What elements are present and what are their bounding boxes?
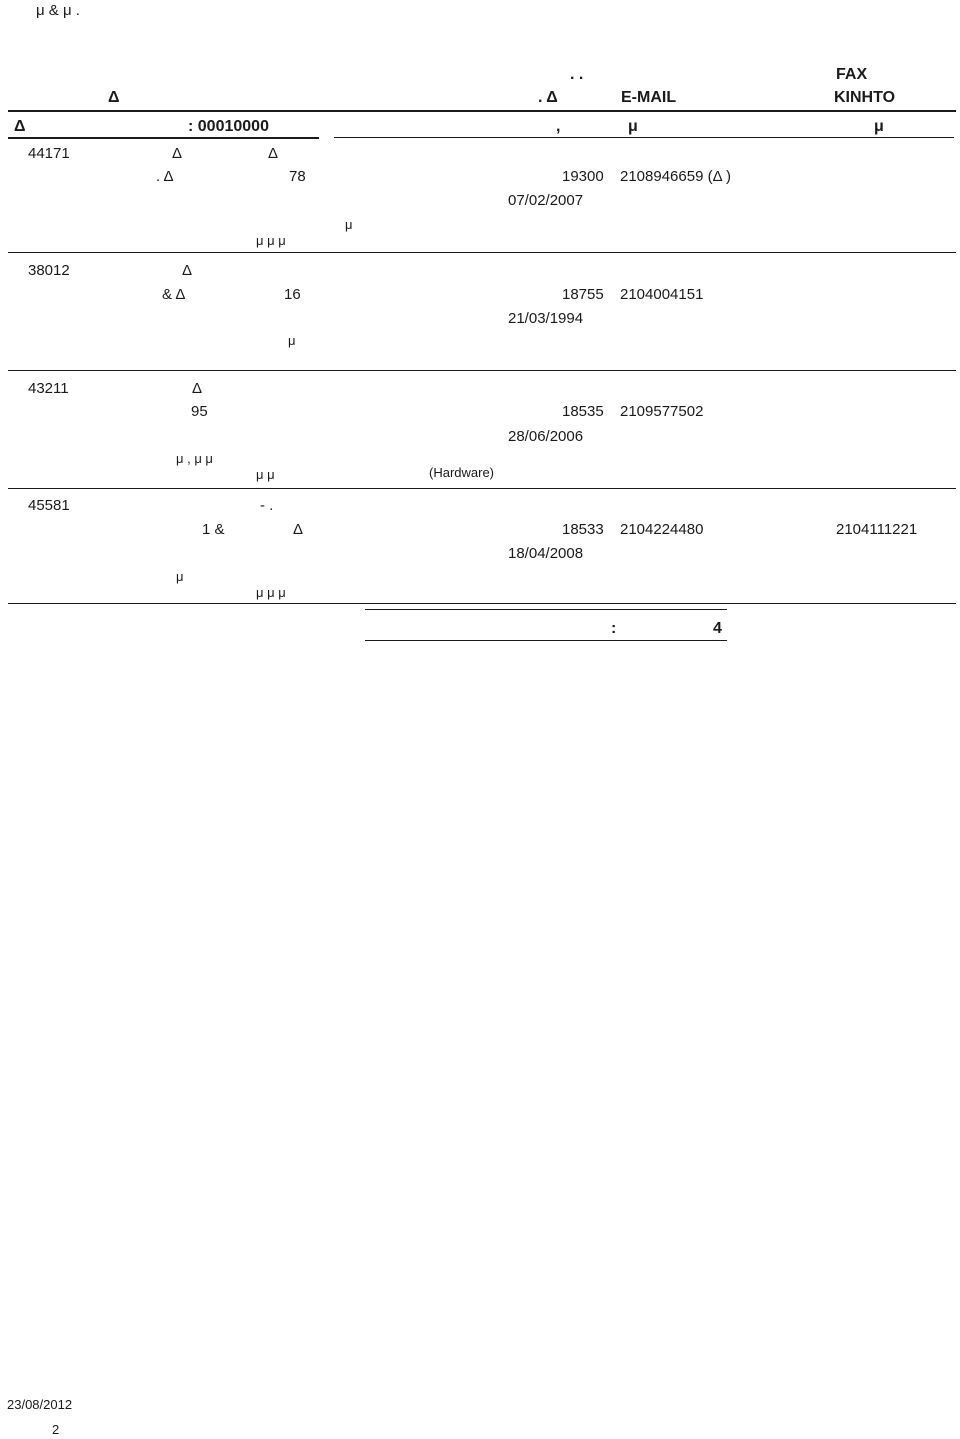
total-rule-bottom	[365, 640, 727, 641]
entry-postal: 18533	[562, 521, 604, 538]
total-colon: :	[611, 620, 617, 637]
entry-address: . Δ	[156, 168, 174, 185]
entry-number: 95	[191, 403, 208, 420]
total-value: 4	[713, 620, 722, 637]
header-email: E-MAIL	[621, 89, 677, 106]
total-rule-top	[365, 609, 727, 610]
footer-date: 23/08/2012	[7, 1397, 73, 1412]
entry-desc: μ	[345, 217, 353, 232]
entry-desc: μ μ μ	[256, 585, 286, 600]
entry-desc-hardware: (Hardware)	[429, 465, 495, 480]
entry-code: 43211	[28, 380, 69, 397]
entry-name-part: - .	[260, 497, 274, 514]
header-dot-delta: . Δ	[538, 89, 558, 106]
entry-address-delta: Δ	[293, 521, 304, 538]
entry-date: 07/02/2007	[508, 192, 584, 209]
entry-name-part: Δ	[172, 145, 183, 162]
entry-name-part: Δ	[268, 145, 279, 162]
entry-phone: 2109577502	[620, 403, 704, 420]
footer-page-number: 2	[52, 1422, 60, 1437]
entry-code: 45581	[28, 497, 70, 514]
entry-code: 44171	[28, 145, 70, 162]
header-rule	[8, 110, 956, 112]
section-rule-right	[334, 137, 954, 138]
entry-name-part: Δ	[192, 380, 203, 397]
top-line: μ & μ .	[36, 2, 80, 19]
entry-desc: μ	[288, 333, 296, 348]
section-code: : 00010000	[188, 118, 269, 135]
section-delta: Δ	[14, 118, 26, 135]
header-fax: FAX	[836, 66, 868, 83]
entry-code: 38012	[28, 262, 70, 279]
entry-fax: 2104111221	[836, 521, 918, 538]
entry-postal: 19300	[562, 168, 604, 185]
entry-number: 78	[289, 168, 306, 185]
entry-date: 21/03/1994	[508, 310, 584, 327]
header-mobile: KINHTO	[834, 89, 896, 106]
entry-divider	[8, 252, 956, 253]
entry-divider	[8, 603, 956, 604]
entry-phone: 2104224480	[620, 521, 704, 538]
entry-address: & Δ	[162, 286, 186, 303]
section-comma: ,	[556, 118, 561, 135]
entry-divider	[8, 370, 956, 371]
section-mu-2: μ	[874, 118, 884, 135]
entry-phone: 2104004151	[620, 286, 704, 303]
entry-postal: 18535	[562, 403, 604, 420]
entry-postal: 18755	[562, 286, 604, 303]
header-delta: Δ	[108, 89, 120, 106]
entry-desc: μ μ	[256, 467, 275, 482]
entry-desc: μ	[176, 569, 184, 584]
entry-date: 28/06/2006	[508, 428, 584, 445]
entry-desc: μ μ μ	[256, 233, 286, 248]
section-mu-1: μ	[628, 118, 638, 135]
entry-address: 1 &	[202, 521, 225, 538]
section-rule-left	[8, 137, 319, 139]
entry-date: 18/04/2008	[508, 545, 584, 562]
entry-name-part: Δ	[182, 262, 193, 279]
entry-phone: 2108946659 (Δ )	[620, 168, 731, 185]
entry-number: 16	[284, 286, 301, 303]
entry-desc: μ , μ μ	[176, 451, 213, 466]
entry-divider	[8, 488, 956, 489]
header-dots: . .	[570, 66, 584, 83]
